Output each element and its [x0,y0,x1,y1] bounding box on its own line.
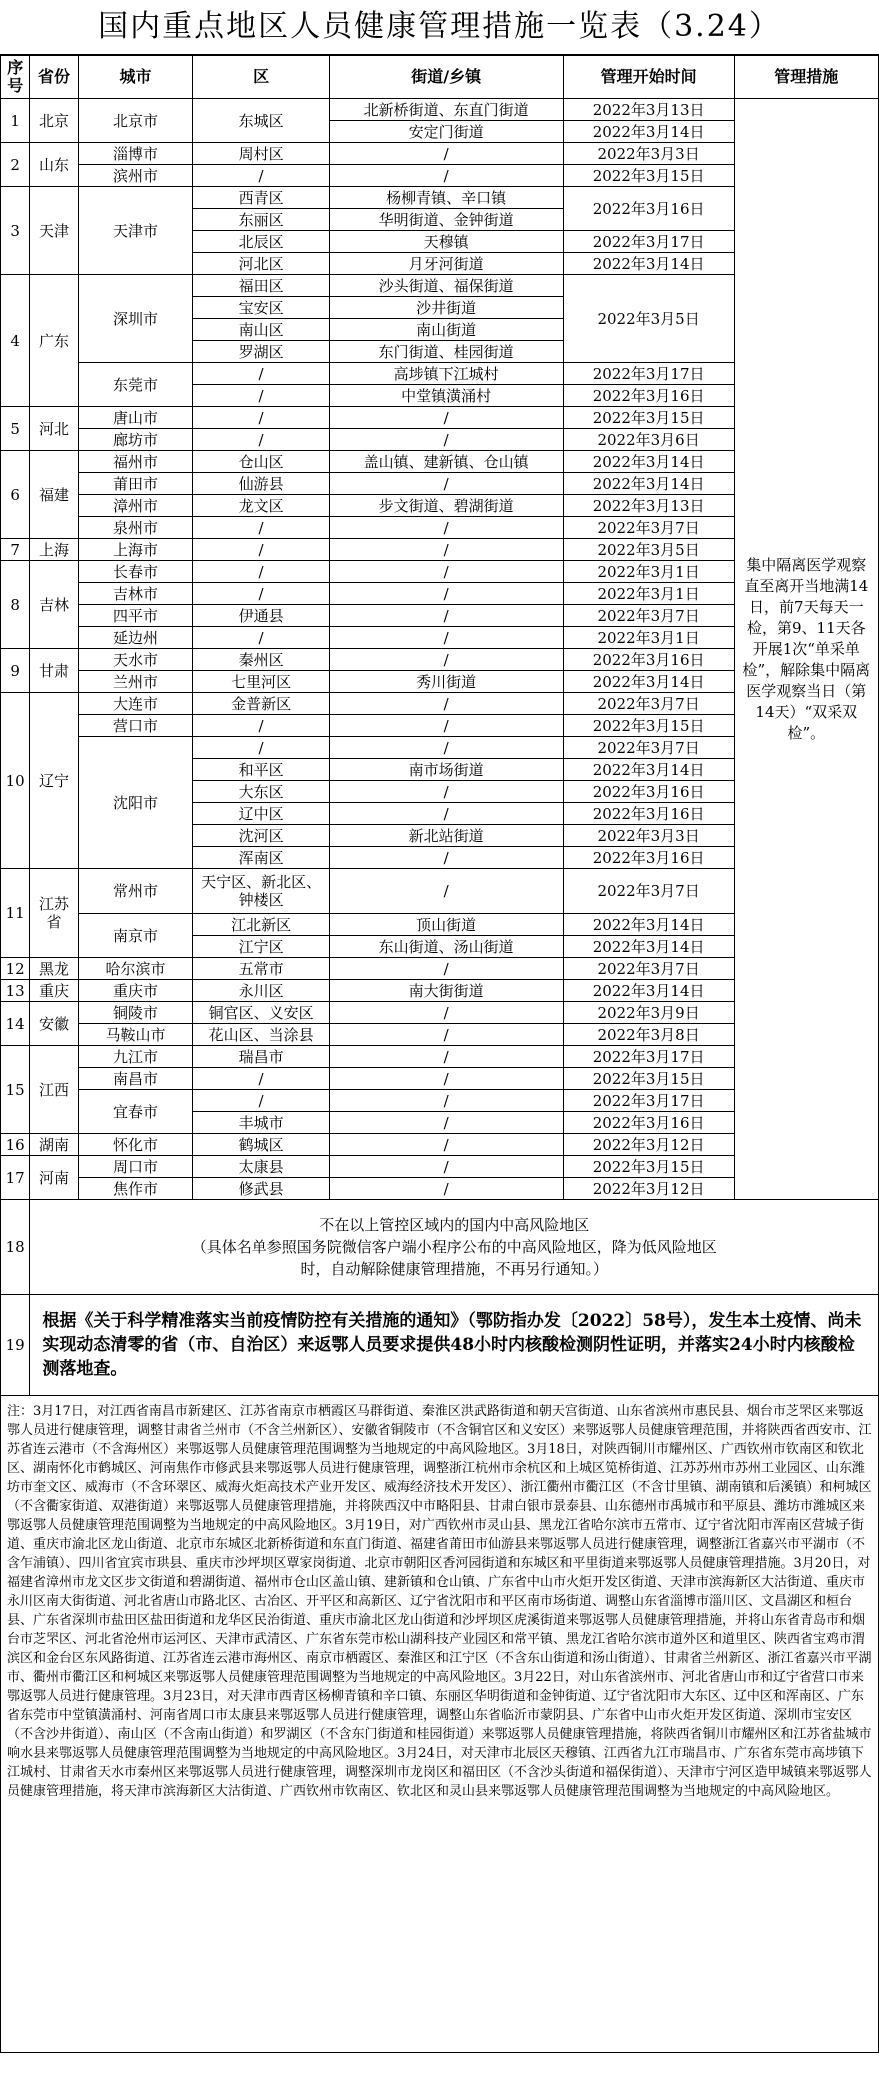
street-cell: 天穆镇 [329,231,563,253]
notice-requirement-cell: 根据《关于科学精准落实当前疫情防控有关措施的通知》（鄂防指办发〔2022〕58号），发生本土疫情、尚未实现动态清零的省（市、自治区）来返鄂人员要求提供48小时内核酸检测阴性证明，并落实24小时内核酸检测落地查。 [30,1295,879,1396]
street-cell: / [329,1134,563,1156]
street-cell: 南市场街道 [329,759,563,781]
street-cell: 沙井街道 [329,297,563,319]
start-time-cell: 2022年3月17日 [563,1090,734,1112]
start-time-cell: 2022年3月16日 [563,1112,734,1134]
header-start-time: 管理开始时间 [563,56,734,99]
start-time-cell: 2022年3月14日 [563,759,734,781]
district-cell: 仓山区 [193,451,329,473]
street-cell: 盖山镇、建新镇、仓山镇 [329,451,563,473]
row-index: 19 [1,1295,30,1396]
province-cell: 吉林 [30,561,78,649]
street-cell: 高埗镇下江城村 [329,363,563,385]
province-cell: 江苏省 [30,869,78,958]
district-cell: 东城区 [193,99,329,143]
city-cell: 宜春市 [78,1090,193,1134]
measures-cell: 集中隔离医学观察直至离开当地满14日，前7天每天一检，第9、11天各开展1次“单采单检”，解除集中隔离医学观察当日（第14天）“双采双检”。 [734,99,878,1200]
district-cell: 永川区 [193,980,329,1002]
header-measures: 管理措施 [734,56,878,99]
street-cell: / [329,407,563,429]
row-index: 11 [1,869,30,958]
district-cell: 北辰区 [193,231,329,253]
city-cell: 周口市 [78,1156,193,1178]
street-cell: / [329,1178,563,1200]
district-cell: 丰城市 [193,1112,329,1134]
district-cell: 西青区 [193,187,329,209]
street-cell: / [329,869,563,914]
city-cell: 延边州 [78,627,193,649]
start-time-cell: 2022年3月16日 [563,649,734,671]
start-time-cell: 2022年3月17日 [563,1046,734,1068]
header-province: 省份 [30,56,78,99]
street-cell: / [329,1068,563,1090]
district-cell: 周村区 [193,143,329,165]
start-time-cell: 2022年3月16日 [563,781,734,803]
start-time-cell: 2022年3月16日 [563,803,734,825]
start-time-cell: 2022年3月14日 [563,914,734,936]
row-index: 4 [1,275,30,407]
city-cell: 哈尔滨市 [78,958,193,980]
start-time-cell: 2022年3月8日 [563,1024,734,1046]
start-time-cell: 2022年3月15日 [563,1156,734,1178]
start-time-cell: 2022年3月3日 [563,825,734,847]
street-cell: / [329,143,563,165]
street-cell: 南大街街道 [329,980,563,1002]
row-index: 12 [1,958,30,980]
district-cell: 罗湖区 [193,341,329,363]
street-cell: / [329,1090,563,1112]
district-cell: / [193,715,329,737]
street-cell: / [329,847,563,869]
street-cell: 南山街道 [329,319,563,341]
district-cell: 龙文区 [193,495,329,517]
start-time-cell: 2022年3月7日 [563,693,734,715]
province-cell: 河北 [30,407,78,451]
start-time-cell: 2022年3月17日 [563,363,734,385]
row-index: 7 [1,539,30,561]
city-cell: 营口市 [78,715,193,737]
street-cell: 新北站街道 [329,825,563,847]
street-cell: / [329,583,563,605]
street-cell: 华明街道、金钟街道 [329,209,563,231]
start-time-cell: 2022年3月14日 [563,451,734,473]
province-cell: 甘肃 [30,649,78,693]
start-time-cell: 2022年3月14日 [563,253,734,275]
district-cell: / [193,737,329,759]
district-cell: / [193,165,329,187]
row-index: 8 [1,561,30,649]
street-cell: 杨柳青镇、辛口镇 [329,187,563,209]
start-time-cell: 2022年3月14日 [563,121,734,143]
row-index: 15 [1,1046,30,1134]
district-cell: 江宁区 [193,936,329,958]
row-index: 5 [1,407,30,451]
street-cell: / [329,1112,563,1134]
city-cell: 东莞市 [78,363,193,407]
street-cell: / [329,781,563,803]
city-cell: 北京市 [78,99,193,143]
street-cell: 东门街道、桂园街道 [329,341,563,363]
province-cell: 辽宁 [30,693,78,869]
street-cell: / [329,539,563,561]
street-cell: 月牙河街道 [329,253,563,275]
row-index: 3 [1,187,30,275]
city-cell: 莆田市 [78,473,193,495]
street-cell: / [329,473,563,495]
district-cell: / [193,363,329,385]
row-index: 9 [1,649,30,693]
street-cell: / [329,165,563,187]
start-time-cell: 2022年3月7日 [563,869,734,914]
district-cell: 江北新区 [193,914,329,936]
start-time-cell: 2022年3月14日 [563,980,734,1002]
province-cell: 重庆 [30,980,78,1002]
city-cell: 上海市 [78,539,193,561]
other-risk-line: （具体名单参照国务院微信客户端小程序公布的中高风险地区，降为低风险地区 [191,1238,717,1256]
district-cell: / [193,407,329,429]
district-cell: / [193,385,329,407]
street-cell: 顶山街道 [329,914,563,936]
district-cell: 和平区 [193,759,329,781]
start-time-cell: 2022年3月14日 [563,671,734,693]
row-index: 18 [1,1200,30,1295]
province-cell: 上海 [30,539,78,561]
start-time-cell: 2022年3月7日 [563,605,734,627]
start-time-cell: 2022年3月15日 [563,407,734,429]
city-cell: 天津市 [78,187,193,275]
start-time-cell: 2022年3月1日 [563,561,734,583]
district-cell: 鹤城区 [193,1134,329,1156]
district-cell: 浑南区 [193,847,329,869]
start-time-cell: 2022年3月5日 [563,275,734,363]
city-cell: 漳州市 [78,495,193,517]
street-cell: / [329,517,563,539]
street-cell: 中堂镇潢涌村 [329,385,563,407]
header-index: 序号 [1,56,30,99]
city-cell: 廊坊市 [78,429,193,451]
province-cell: 江西 [30,1046,78,1134]
city-cell: 福州市 [78,451,193,473]
start-time-cell: 2022年3月7日 [563,958,734,980]
start-time-cell: 2022年3月14日 [563,473,734,495]
table-row-19 [1,1295,879,1396]
street-cell: / [329,958,563,980]
district-cell: 辽中区 [193,803,329,825]
district-cell: / [193,429,329,451]
start-time-cell: 2022年3月16日 [563,385,734,407]
street-cell: / [329,429,563,451]
city-cell: 四平市 [78,605,193,627]
row-index: 16 [1,1134,30,1156]
start-time-cell: 2022年3月1日 [563,583,734,605]
table-header-row [1,56,879,99]
city-cell: 马鞍山市 [78,1024,193,1046]
district-cell: / [193,539,329,561]
measures-table [0,55,879,1396]
start-time-cell: 2022年3月3日 [563,143,734,165]
province-cell: 湖南 [30,1134,78,1156]
district-cell: 宝安区 [193,297,329,319]
start-time-cell: 2022年3月15日 [563,715,734,737]
start-time-cell: 2022年3月13日 [563,99,734,121]
district-cell: / [193,627,329,649]
street-cell: 安定门街道 [329,121,563,143]
district-cell: 铜官区、义安区 [193,1002,329,1024]
province-cell: 安徽 [30,1002,78,1046]
district-cell: 东丽区 [193,209,329,231]
district-cell: 沈河区 [193,825,329,847]
district-cell: / [193,561,329,583]
city-cell: 沈阳市 [78,737,193,869]
page-title: 国内重点地区人员健康管理措施一览表（3.24） [0,0,879,55]
start-time-cell: 2022年3月6日 [563,429,734,451]
district-cell: 五常市 [193,958,329,980]
street-cell: 沙头街道、福保街道 [329,275,563,297]
city-cell: 九江市 [78,1046,193,1068]
street-cell: / [329,1156,563,1178]
province-cell: 广东 [30,275,78,407]
district-cell: 瑞昌市 [193,1046,329,1068]
district-cell: / [193,517,329,539]
city-cell: 常州市 [78,869,193,914]
city-cell: 滨州市 [78,165,193,187]
district-cell: / [193,583,329,605]
city-cell: 吉林市 [78,583,193,605]
district-cell: 秦州区 [193,649,329,671]
street-cell: 北新桥街道、东直门街道 [329,99,563,121]
start-time-cell: 2022年3月12日 [563,1134,734,1156]
start-time-cell: 2022年3月7日 [563,737,734,759]
start-time-cell: 2022年3月12日 [563,1178,734,1200]
street-cell: / [329,1046,563,1068]
header-street: 街道/乡镇 [329,56,563,99]
street-cell: / [329,803,563,825]
district-cell: 金普新区 [193,693,329,715]
row-index: 13 [1,980,30,1002]
table-row [1,99,879,121]
province-cell: 河南 [30,1156,78,1200]
start-time-cell: 2022年3月7日 [563,517,734,539]
district-cell: 伊通县 [193,605,329,627]
start-time-cell: 2022年3月17日 [563,231,734,253]
table-row-18 [1,1200,879,1295]
header-district: 区 [193,56,329,99]
district-cell: 河北区 [193,253,329,275]
city-cell: 长春市 [78,561,193,583]
district-cell: 福田区 [193,275,329,297]
street-cell: / [329,1024,563,1046]
row-index: 17 [1,1156,30,1200]
district-cell: 天宁区、新北区、钟楼区 [193,869,329,914]
district-cell: 花山区、当涂县 [193,1024,329,1046]
city-cell: 铜陵市 [78,1002,193,1024]
other-risk-areas-cell [30,1200,879,1295]
start-time-cell: 2022年3月15日 [563,165,734,187]
start-time-cell: 2022年3月9日 [563,1002,734,1024]
city-cell: 重庆市 [78,980,193,1002]
province-cell: 山东 [30,143,78,187]
city-cell: 淄博市 [78,143,193,165]
district-cell: / [193,1090,329,1112]
district-cell: 修武县 [193,1178,329,1200]
footnote: 注：3月17日，对江西省南昌市新建区、江苏省南京市栖霞区马群街道、秦淮区洪武路街道和朝天宫街道、山东省滨州市惠民县、烟台市芝罘区来鄂返鄂人员进行健康管理，调整甘肃省兰州市（不含兰州新区）、安徽省铜陵市（不含铜官区和义安区）来鄂返鄂人员健康管理范围，并将陕西省西安市、江苏省连云港市（不含海州区）来鄂返鄂人员健康管理范围调整为当地规定的中高风险地区。3月18日，对陕西铜川市耀州区、广西钦州市钦南区和钦北区、湖南怀化市鹤城区、河南焦作市修武县来鄂返鄂人员进行健康管理，调整浙江杭州市余杭区和上城区笕桥街道、江苏苏州市苏州工业园区、山东潍坊市奎文区、威海市（不含环翠区、威海火炬高技术产业开发区、威海经济技术开发区）、浙江衢州市衢江区（不含廿里镇、湖南镇和后溪镇）和柯城区（不含衢家街道、双港街道）来鄂返鄂人员健康管理措施，并将陕西汉中市略阳县、甘肃白银市景泰县、山东德州市禹城市和平原县、潍坊市潍城区来鄂返鄂人员健康管理范围调整为当地规定的中高风险地区。3月19日，对广西钦州市灵山县、黑龙江省哈尔滨市五常市、辽宁省沈阳市浑南区营城子街道、重庆市渝北区龙山街道、北京市东城区北新桥街道和东直门街道、福建省莆田市仙游县来鄂返鄂人员进行健康管理，调整浙江省嘉兴市平湖市（不含乍浦镇）、四川省宜宾市珙县、重庆市沙坪坝区覃家岗街道、北京市朝阳区香河园街道和东城区和平里街道来鄂返鄂人员健康管理措施。3月20日，对福建省漳州市龙文区步文街道和碧湖街道、福州市仓山区盖山镇、建新镇和仓山镇、广东省中山市火炬开发区街道、天津市滨海新区大沽街道、重庆市永川区南大街街道、河北省唐山市路北区、古冶区、开平区和高新区、辽宁省沈阳市和平区南市场街道、调整山东省淄博市淄川区、文昌湖区和桓台县、广东省深圳市盐田区盐田街道和龙华区民治街道、重庆市渝北区龙山街道和沙坪坝区虎溪街道来鄂返鄂人员健康管理措施，并将山东省青岛市和烟台市芝罘区、河北省沧州市运河区、天津市武清区、广东省东莞市松山湖科技产业园区和常平镇、黑龙江省哈尔滨市道外区和道里区、陕西省宝鸡市渭滨区和金台区东风路街道、江苏省连云港市海州区、南京市栖霞区、秦淮区和江宁区（不含东山街道和汤山街道）、甘肃省兰州新区、浙江省嘉兴市平湖市、衢州市衢江区和柯城区来鄂返鄂人员健康管理范围调整为当地规定的中高风险地区。3月22日，对山东省滨州市、河北省唐山市和辽宁省营口市来鄂返鄂人员进行健康管理。3月23日，对天津市西青区杨柳青镇和辛口镇、东丽区华明街道和金钟街道、辽宁省沈阳市大东区、辽中区和浑南区、广东省东莞市中堂镇潢涌村、河南省周口市太康县来鄂返鄂人员进行健康管理，调整山东省临沂市蒙阴县、广东省中山市火炬开发区街道、深圳市宝安区（不含沙井街道）、南山区（不含南山街道）和罗湖区（不含东门街道和桂园街道）来鄂返鄂人员健康管理措施，将陕西省铜川市耀州区和江苏省盐城市响水县来鄂返鄂人员健康管理范围调整为当地规定的中高风险地区。3月24日，对天津市北辰区天穆镇、江西省九江市瑞昌市、广东省东莞市高埗镇下江城村、甘肃省天水市秦州区来鄂返鄂人员进行健康管理，调整深圳市龙岗区和福田区（不含沙头街道和福保街道）、天津市宁河区造甲城镇来鄂返鄂人员健康管理措施，将天津市滨海新区大沽街道、广西钦州市钦南区、钦北区和灵山县来鄂返鄂人员健康管理范围调整为当地规定的中高风险地区。 [0,1396,879,2053]
city-cell: 天水市 [78,649,193,671]
street-cell: / [329,737,563,759]
city-cell: 唐山市 [78,407,193,429]
start-time-cell: 2022年3月16日 [563,187,734,231]
city-cell: 兰州市 [78,671,193,693]
city-cell: 怀化市 [78,1134,193,1156]
city-cell: 深圳市 [78,275,193,363]
district-cell: 南山区 [193,319,329,341]
header-city: 城市 [78,56,193,99]
start-time-cell: 2022年3月13日 [563,495,734,517]
city-cell: 南昌市 [78,1068,193,1090]
row-index: 2 [1,143,30,187]
district-cell: 七里河区 [193,671,329,693]
city-cell: 大连市 [78,693,193,715]
table-body [1,99,879,1200]
other-risk-line: 时，自动解除健康管理措施，不再另行通知。） [300,1260,608,1278]
province-cell: 黑龙 [30,958,78,980]
district-cell: 太康县 [193,1156,329,1178]
street-cell: / [329,649,563,671]
province-cell: 北京 [30,99,78,143]
province-cell: 福建 [30,451,78,539]
start-time-cell: 2022年3月5日 [563,539,734,561]
city-cell: 焦作市 [78,1178,193,1200]
street-cell: / [329,561,563,583]
district-cell: 仙游县 [193,473,329,495]
street-cell: / [329,605,563,627]
street-cell: / [329,1002,563,1024]
start-time-cell: 2022年3月15日 [563,1068,734,1090]
start-time-cell: 2022年3月16日 [563,847,734,869]
start-time-cell: 2022年3月1日 [563,627,734,649]
street-cell: / [329,693,563,715]
street-cell: 步文街道、碧湖街道 [329,495,563,517]
street-cell: / [329,627,563,649]
row-index: 14 [1,1002,30,1046]
row-index: 10 [1,693,30,869]
district-cell: 大东区 [193,781,329,803]
row-index: 6 [1,451,30,539]
province-cell: 天津 [30,187,78,275]
row-index: 1 [1,99,30,143]
street-cell: / [329,715,563,737]
start-time-cell: 2022年3月14日 [563,936,734,958]
street-cell: 东山街道、汤山街道 [329,936,563,958]
city-cell: 南京市 [78,914,193,958]
city-cell: 泉州市 [78,517,193,539]
street-cell: 秀川街道 [329,671,563,693]
other-risk-line: 不在以上管控区域内的国内中高风险地区 [319,1216,590,1234]
district-cell: / [193,1068,329,1090]
